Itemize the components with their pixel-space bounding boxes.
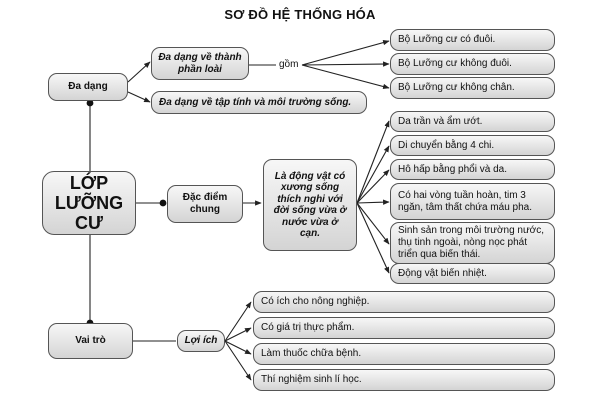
arrow-species-2 bbox=[302, 64, 389, 65]
junction-dot-features bbox=[160, 200, 167, 207]
benefit-item: Có ích cho nông nghiệp. bbox=[253, 291, 555, 313]
arrow-benefit-1 bbox=[225, 302, 251, 341]
arrow-benefit-4 bbox=[225, 341, 251, 380]
center-label: LỚP LƯỠNG CƯ bbox=[54, 173, 124, 233]
species-item: Bộ Lưỡng cư không đuôi. bbox=[390, 53, 555, 75]
feature-item: Da trần và ẩm ướt. bbox=[390, 111, 555, 132]
feature-item: Có hai vòng tuần hoàn, tim 3 ngăn, tâm thất chứa máu pha. bbox=[390, 183, 555, 220]
connector-label: gồm bbox=[279, 59, 299, 70]
feature-item: Di chuyển bằng 4 chi. bbox=[390, 135, 555, 156]
feature-item: Động vật biến nhiệt. bbox=[390, 263, 555, 284]
arrow-diversity-habitat bbox=[128, 92, 150, 102]
species-item: Bộ Lưỡng cư có đuôi. bbox=[390, 29, 555, 51]
arrow-feature-1 bbox=[357, 121, 389, 203]
role-node: Vai trò bbox=[48, 323, 133, 359]
benefit-item: Làm thuốc chữa bệnh. bbox=[253, 343, 555, 365]
benefit-item: Có giá trị thực phẩm. bbox=[253, 317, 555, 339]
center-node bbox=[42, 171, 136, 235]
benefit-node: Lợi ích bbox=[177, 330, 225, 352]
features-node: Đặc điểm chung bbox=[167, 185, 243, 223]
arrow-feature-4 bbox=[357, 202, 389, 203]
feature-item: Hô hấp bằng phổi và da. bbox=[390, 159, 555, 180]
habitat-node: Đa dạng về tập tính và môi trường sống. bbox=[151, 91, 367, 114]
arrow-species-3 bbox=[302, 65, 389, 88]
features-summary: Là động vật có xương sống thích nghi với đời sống vừa ở nước vừa ở cạn. bbox=[263, 159, 357, 251]
diversity-node: Đa dạng bbox=[48, 73, 128, 101]
arrow-species-1 bbox=[302, 41, 389, 65]
benefit-item: Thí nghiệm sinh lí học. bbox=[253, 369, 555, 391]
feature-item: Sinh sản trong môi trường nước, thụ tinh ngoài, nòng nọc phát triển qua biến thái. bbox=[390, 222, 555, 264]
composition-node: Đa dạng về thành phần loài bbox=[151, 47, 249, 80]
arrow-diversity-composition bbox=[128, 62, 150, 82]
species-item: Bộ Lưỡng cư không chân. bbox=[390, 77, 555, 99]
diagram-title: SƠ ĐỒ HỆ THỐNG HÓA bbox=[224, 7, 376, 22]
